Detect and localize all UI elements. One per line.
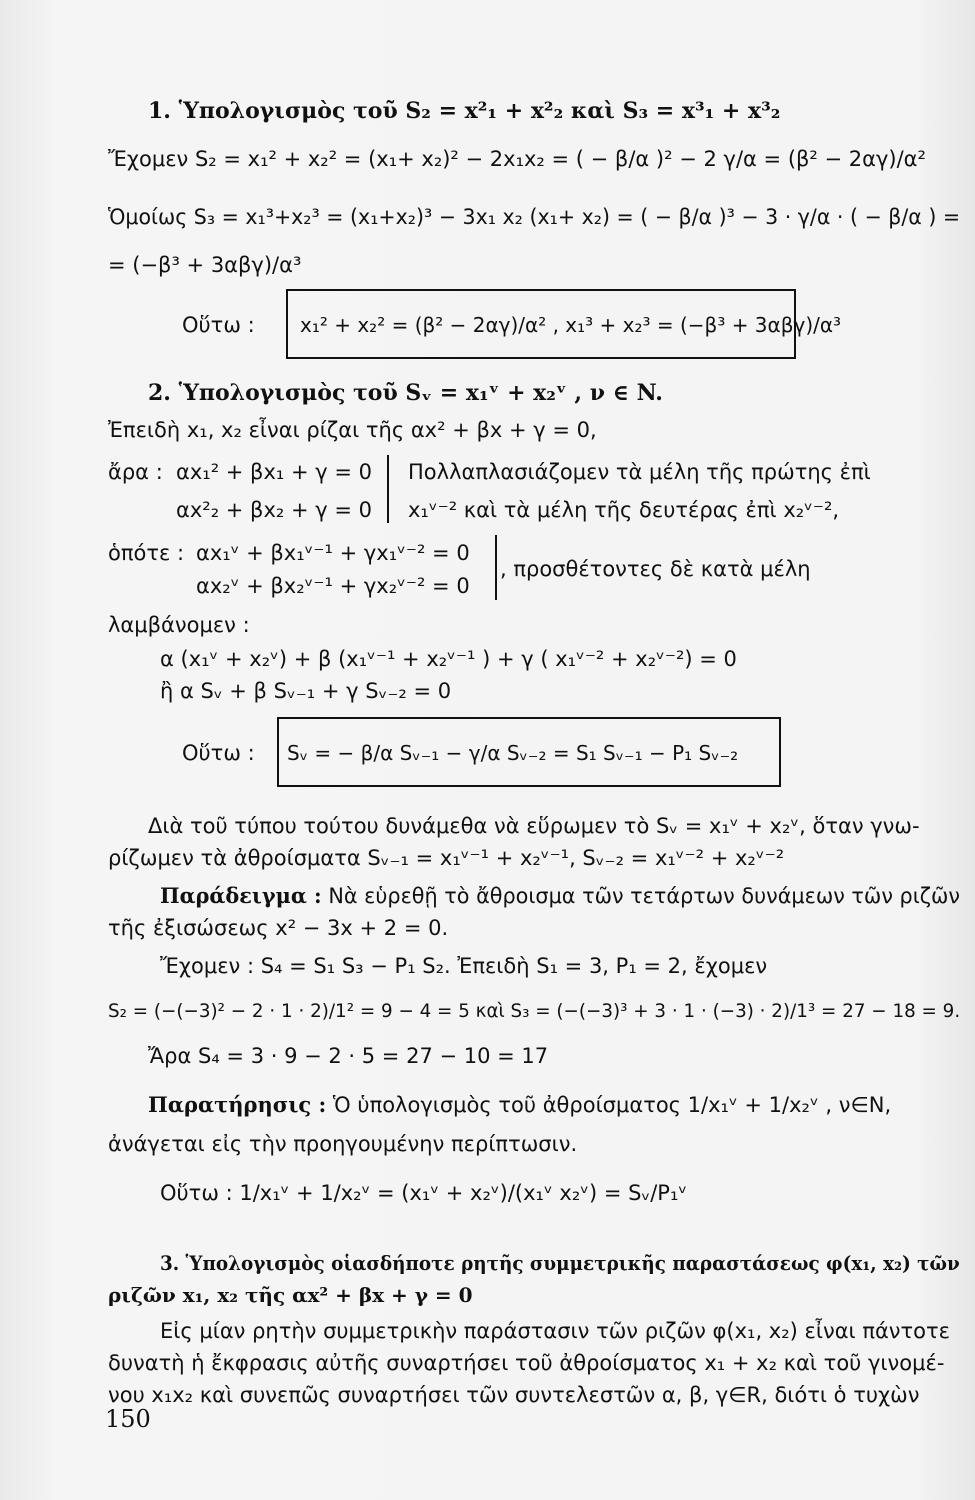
example-label: Παράδειγμα : bbox=[160, 883, 322, 908]
section-3-title-1: 3. Ὑπολογισμὸς οἱασδήποτε ρητῆς συμμετρικῆς παραστάσεως φ(x₁, x₂) τῶν bbox=[160, 1251, 960, 1275]
s2-brace-1 bbox=[387, 455, 389, 523]
s2-note-1: Πολλαπλασιάζομεν τὰ μέλη τῆς πρώτης ἐπὶ bbox=[408, 460, 871, 484]
s2-para-1: Διὰ τοῦ τύπου τούτου δυνάμεθα νὰ εὕρωμεν τὸ Sᵥ = x₁ᵛ + x₂ᵛ, ὅταν γνω- bbox=[148, 814, 920, 838]
s1-line-3: = (−β³ + 3αβγ)/α³ bbox=[108, 253, 302, 277]
s2-box-label: Οὕτω : bbox=[182, 741, 255, 765]
s2-eq-5: α (x₁ᵛ + x₂ᵛ) + β (x₁ᵛ⁻¹ + x₂ᵛ⁻¹ ) + γ ( x₁ᵛ⁻² + x₂ᵛ⁻²) = 0 bbox=[160, 647, 737, 671]
s1-line-1: Ἔχομεν S₂ = x₁² + x₂² = (x₁+ x₂)² − 2x₁x₂ = ( − β/α )² − 2 γ/α = (β² − 2αγ)/α² bbox=[108, 147, 926, 171]
s3-para-1: Εἰς μίαν ρητὴν συμμετρικὴν παράστασιν τῶν ριζῶν φ(x₁, x₂) εἶναι πάντοτε bbox=[160, 1319, 951, 1343]
s2-eq-2: αx²₂ + βx₂ + γ = 0 bbox=[176, 498, 372, 522]
s2-ex-line-3: Ἔχομεν : S₄ = S₁ S₃ − P₁ S₂. Ἐπειδὴ S₁ = 3, P₁ = 2, ἔχομεν bbox=[160, 954, 768, 978]
section-1-title: 1. Ὑπολογισμὸς τοῦ S₂ = x²₁ + x²₂ καὶ S₃ = x³₁ + x³₂ bbox=[148, 98, 781, 124]
s2-eq-4: αx₂ᵛ + βx₂ᵛ⁻¹ + γx₂ᵛ⁻² = 0 bbox=[196, 574, 470, 598]
s2-remark bbox=[148, 1092, 891, 1118]
s1-box-label: Οὕτω : bbox=[182, 313, 255, 337]
s2-rem-line-3: Οὕτω : 1/x₁ᵛ + 1/x₂ᵛ = (x₁ᵛ + x₂ᵛ)/(x₁ᵛ x₂ᵛ) = Sᵥ/P₁ᵛ bbox=[160, 1181, 688, 1205]
s2-eq-3: αx₁ᵛ + βx₁ᵛ⁻¹ + γx₁ᵛ⁻² = 0 bbox=[196, 541, 470, 565]
section-2-title: 2. Ὑπολογισμὸς τοῦ Sᵥ = x₁ᵛ + x₂ᵛ , ν ∈ N. bbox=[148, 380, 663, 406]
s3-para-3: νου x₁x₂ καὶ συνεπῶς συναρτήσει τῶν συντελεστῶν α, β, γ∈R, διότι ὁ τυχὼν bbox=[108, 1383, 920, 1407]
s2-ex-line-4: S₂ = (−(−3)² − 2 · 1 · 2)/1² = 9 − 4 = 5 καὶ S₃ = (−(−3)³ + 3 · 1 · (−3) · 2)/1³ = 27 − 18 = 9. bbox=[108, 1000, 961, 1022]
s2-brace-2 bbox=[495, 535, 497, 600]
s2-ara: ἄρα : bbox=[108, 460, 163, 484]
section-3-title-2: ριζῶν x₁, x₂ τῆς αx² + βx + γ = 0 bbox=[108, 1283, 473, 1307]
s1-line-2: Ὁμοίως S₃ = x₁³+x₂³ = (x₁+x₂)³ − 3x₁ x₂ (x₁+ x₂) = ( − β/α )³ − 3 · γ/α · ( − β/α ) = bbox=[108, 205, 961, 229]
remark-text-1: Ὁ ὑπολογισμὸς τοῦ ἀθροίσματος 1/x₁ᵛ + 1/x₂ᵛ , ν∈N, bbox=[326, 1093, 892, 1117]
example-text-1: Νὰ εὑρεθῇ τὸ ἄθροισμα τῶν τετάρτων δυνάμεων τῶν ριζῶν bbox=[321, 884, 961, 908]
s2-para-2: ρίζωμεν τὰ ἀθροίσματα Sᵥ₋₁ = x₁ᵛ⁻¹ + x₂ᵛ⁻¹, Sᵥ₋₂ = x₁ᵛ⁻² + x₂ᵛ⁻² bbox=[108, 846, 785, 870]
s2-ex-line-5: Ἄρα S₄ = 3 · 9 − 2 · 5 = 27 − 10 = 17 bbox=[148, 1044, 549, 1068]
s2-line-1: Ἐπειδὴ x₁, x₂ εἶναι ρίζαι τῆς αx² + βx + γ = 0, bbox=[108, 418, 597, 442]
s2-note-3: , προσθέτοντες δὲ κατὰ μέλη bbox=[500, 557, 811, 581]
s2-eq-1: αx₁² + βx₁ + γ = 0 bbox=[176, 460, 372, 484]
s1-box-formula: x₁² + x₂² = (β² − 2αγ)/α² , x₁³ + x₂³ = (−β³ + 3αβγ)/α³ bbox=[300, 313, 842, 337]
s1-result-box bbox=[286, 289, 842, 359]
s2-result-box bbox=[277, 717, 781, 787]
page-number: 150 bbox=[105, 1405, 151, 1433]
s2-example bbox=[160, 883, 960, 909]
s2-opote: ὁπότε : bbox=[108, 541, 185, 565]
s2-box-formula: Sᵥ = − β/α Sᵥ₋₁ − γ/α Sᵥ₋₂ = S₁ Sᵥ₋₁ − P₁ Sᵥ₋₂ bbox=[287, 741, 739, 765]
s2-ex-line-2: τῆς ἐξισώσεως x² − 3x + 2 = 0. bbox=[108, 916, 449, 940]
s2-lamb: λαμβάνομεν : bbox=[108, 613, 250, 637]
remark-label: Παρατήρησις : bbox=[148, 1092, 327, 1117]
s2-rem-line-2: ἀνάγεται εἰς τὴν προηγουμένην περίπτωσιν. bbox=[108, 1132, 578, 1156]
s3-para-2: δυνατὴ ἡ ἔκφρασις αὐτῆς συναρτήσει τοῦ ἀθροίσματος x₁ + x₂ καὶ τοῦ γινομέ- bbox=[108, 1351, 945, 1375]
s2-note-2: x₁ᵛ⁻² καὶ τὰ μέλη τῆς δευτέρας ἐπὶ x₂ᵛ⁻², bbox=[408, 498, 840, 522]
s2-eq-6: ἢ α Sᵥ + β Sᵥ₋₁ + γ Sᵥ₋₂ = 0 bbox=[160, 679, 452, 703]
